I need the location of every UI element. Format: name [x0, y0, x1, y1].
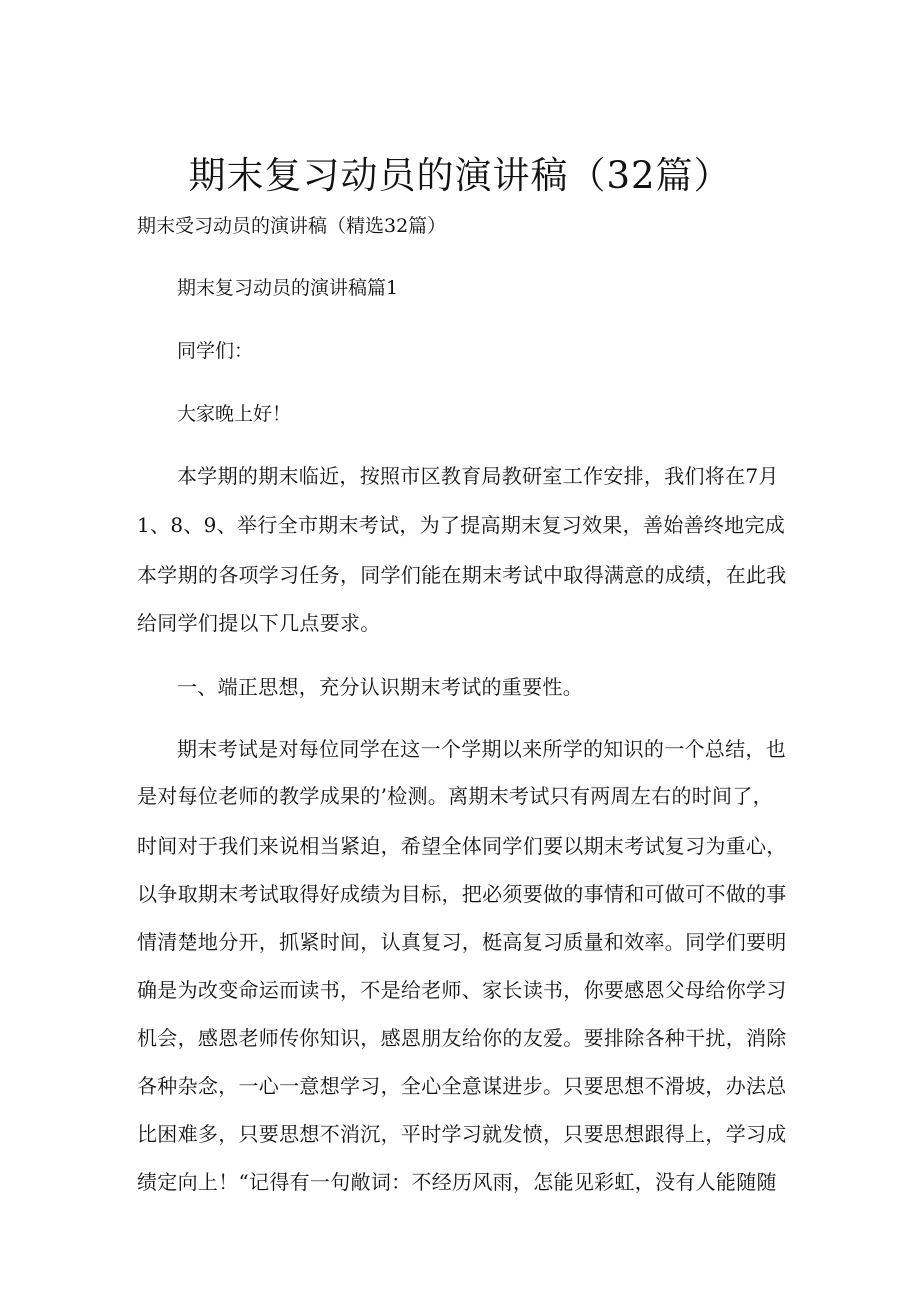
point1-heading: 一、端正思想，充分认识期末考试的重要性。: [177, 675, 583, 699]
paragraph2-line: 情清楚地分开，抓紧时间，认真复习，梃高复习质量和效率。同学们要明: [137, 930, 787, 954]
greeting: 大家晚上好！: [177, 403, 292, 425]
document-title: 期末复习动员的演讲稿（32篇）: [188, 154, 732, 197]
section-heading: 期末复习动员的演讲稿篇1: [177, 277, 399, 299]
paragraph2-line: 期末考试是对每位同学在这一个学期以来所学的知识的一个总结，也: [177, 737, 786, 761]
paragraph2-line: 各种杂念，一心一意想学习，全心全意谋进步。只要思想不滑坡，办法总: [137, 1074, 787, 1098]
paragraph2-line: 机会，感恩老师传你知识，感恩朋友给你的友爱。要排除各种干扰，消除: [137, 1026, 787, 1050]
paragraph2-line: 时间对于我们来说相当紧迫，希望全体同学们要以期末考试复习为重心，: [137, 834, 787, 858]
salutation: 同学们：: [177, 340, 254, 362]
paragraph1-line: 本学期的各项学习任务，同学们能在期末考试中取得满意的成绩，在此我: [137, 563, 787, 587]
paragraph2-line: 绩定向上！“记得有一句敞词：不经历风雨，怎能见彩虹，没有人能随随: [137, 1170, 777, 1194]
document-subtitle: 期末受习动员的演讲稿（精选32篇）: [137, 215, 447, 237]
paragraph2-line: 比困难多，只要思想不消沉，平时学习就发愤，只要思想跟得上，学习成: [137, 1122, 787, 1146]
paragraph1-line: 给同学们提以下几点要求。: [137, 611, 381, 635]
paragraph1-line: 1、8、9、举行全市期末考试，为了提高期末复习效果，善始善终地完成: [137, 513, 786, 537]
paragraph1-line: 本学期的期末临近，按照市区教育局教研室工作安排，我们将在7月: [177, 464, 779, 488]
paragraph2-line: 确是为改变命运而读书，不是给老师、家长读书，你要感恩父母给你学习: [137, 978, 787, 1002]
paragraph2-line: 是对每位老师的教学成果的’检测。离期末考试只有两周左右的时间了，: [137, 784, 773, 808]
paragraph2-line: 以争取期末考试取得好成绩为目标，把必须要做的事情和可做可不做的事: [137, 882, 787, 906]
